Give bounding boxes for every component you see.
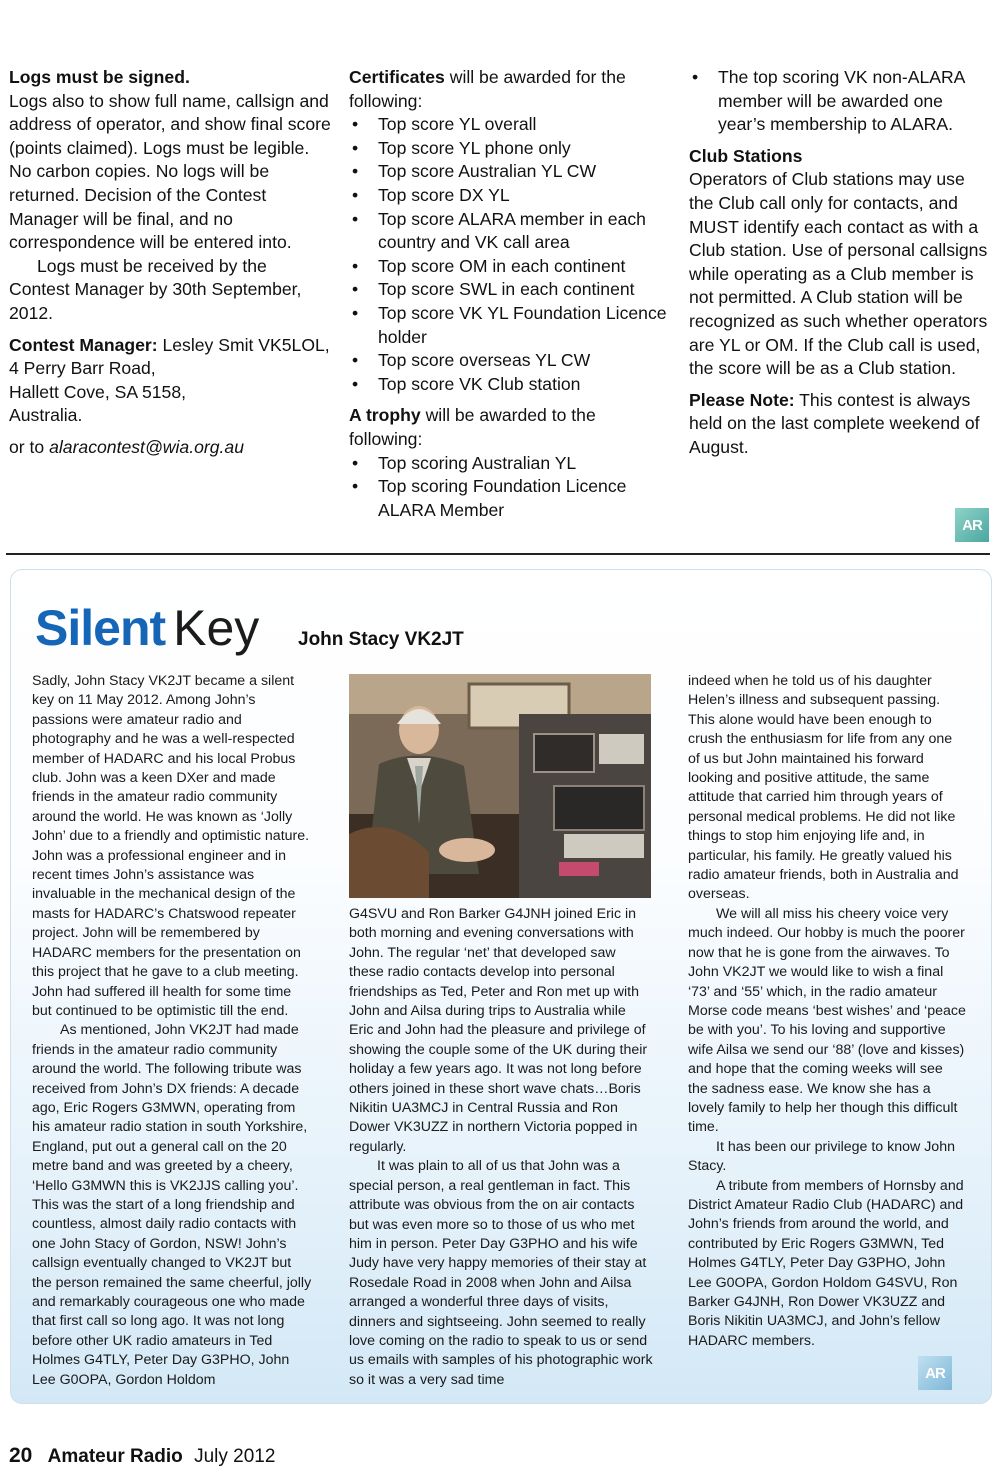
trophy-intro bbox=[349, 404, 669, 451]
email-line bbox=[9, 436, 331, 460]
paragraph: It was plain to all of us that John was a special person, a real gentleman in fact. This attribute was obvious from the on air contacts but was even more so to those of us who met him in person. Peter Day G3PHO and his wife Judy have very happy memories of their stay at Rosedale Road in 2008 when John and Ailsa arranged a wonderful three days of visits, dinners and sightseeing. John seemed to really love coming on the radio to speak to us or send us emails with samples of his photographic work so it was a very sad time bbox=[349, 1158, 653, 1388]
list-item: • Top score OM in each continent bbox=[349, 255, 669, 279]
list-item: • Top score SWL in each continent bbox=[349, 278, 669, 302]
paragraph: A tribute from members of Hornsby and District Amateur Radio Club (HADARC) and John’s friends from around the world, and contributed by Eric Rogers G3MWN, Ted Holmes G4TLY, Peter Day G3PHO, John Lee G0OPA, Gordon Holdom G4SVU, Ron Barker G4JNH, Ron Dower VK3UZZ and Boris Nikitin UA3MCJ, and John’s fellow HADARC members. bbox=[688, 1177, 964, 1349]
trophy-label: A trophy bbox=[349, 405, 421, 426]
ar-logo-icon: AR bbox=[918, 1356, 952, 1390]
list-item: • Top score DX YL bbox=[349, 184, 669, 208]
please-note bbox=[689, 389, 989, 460]
obituary-column-3 bbox=[688, 672, 966, 1351]
list-item: • Top score VK YL Foundation Licence holder bbox=[349, 302, 669, 349]
silent-key-title bbox=[35, 596, 259, 660]
list-item: • Top score YL phone only bbox=[349, 137, 669, 161]
manager-name: Lesley Smit VK5LOL, bbox=[157, 334, 330, 355]
logs-body: Logs also to show full name, callsign and address of operator, and show final score (points claimed). Logs must be legible. No carbon copies. No logs will be returned. Decision of the Contest Manager will be final, and no correspondence will be entered into. bbox=[9, 90, 331, 253]
rules-column-3 bbox=[689, 66, 989, 460]
certificates-intro bbox=[349, 66, 669, 113]
manager-label: Contest Manager: bbox=[9, 334, 158, 355]
club-body: Operators of Club stations may use the Club call only for contacts, and MUST identify each contact as with a Club station. Use of personal callsigns while operating as a Club member is not permitted. A Club station will be recognized as such whether operators are YL or OM. If the Club call is used, the score will be as a Club station. bbox=[689, 169, 988, 379]
obituary-column-2 bbox=[349, 905, 654, 1390]
title-light: Key bbox=[173, 600, 260, 656]
certificates-rest: will be awarded for the following: bbox=[349, 67, 626, 111]
paragraph: We will all miss his cheery voice very much indeed. Our hobby is much the poorer now that he is gone from the airwaves. To John VK2JT we would like to wish a final ‘73’ and ‘55’ which, in the radio amateur Morse code means ‘best wishes’ and ‘peace be with you’. To his loving and supportive wife Ailsa we send our ‘88’ (love and kisses) and hope that the coming weeks will see the sadness ease. We know she has a lovely family to help her though this difficult time. bbox=[688, 905, 966, 1136]
extra-award-list bbox=[689, 66, 989, 137]
email-prefix: or to bbox=[9, 436, 50, 457]
obituary-column-1 bbox=[32, 672, 314, 1390]
list-item: • Top score VK Club station bbox=[349, 373, 669, 397]
logs-heading: Logs must be signed. bbox=[9, 67, 190, 87]
address-line-3: Australia. bbox=[9, 405, 83, 426]
portrait-photo-drawing bbox=[349, 674, 651, 898]
list-item: • The top scoring VK non-ALARA member will be awarded one year’s membership to ALARA. bbox=[689, 66, 989, 137]
certificates-label: Certificates bbox=[349, 67, 445, 87]
paragraph: indeed when he told us of his daughter Helen’s illness and subsequent passing. This alone would have been enough to crush the enthusiasm for life from any one of us but John maintained his forward looking and positive attitude, the same attitude that carried him through years of personal medical problems. He did not like things to stop him enjoying life and, in particular, his family. He greatly valued his radio amateur friends, both in Australia and overseas. bbox=[688, 673, 959, 903]
email-link[interactable]: alaracontest@wia.org.au bbox=[49, 436, 244, 457]
address-line-1: 4 Perry Barr Road, bbox=[9, 358, 156, 379]
list-item: • Top score overseas YL CW bbox=[349, 349, 669, 373]
address-line-2: Hallett Cove, SA 5158, bbox=[9, 381, 187, 402]
section-divider bbox=[6, 553, 990, 555]
paragraph: Sadly, John Stacy VK2JT became a silent key on 11 May 2012. Among John’s passions were amateur radio and photography and he was a well-respected member of HADARC and his local Probus club. John was a keen DXer and made friends in the amateur radio community around the world. He was known as ‘Jolly John’ due to a friendly and optimistic nature. John was a professional engineer and in recent times John’s assistance was invaluable in the mechanical design of the masts for HADARC’s Chatswood repeater project. John will be remembered by HADARC members for the presentation on this project that he gave to a club meeting. John had suffered ill health for some time but continued to be optimistic till the end. bbox=[32, 673, 310, 1019]
trophy-list bbox=[349, 452, 669, 523]
ar-logo-icon: AR bbox=[955, 508, 989, 542]
note-rest: This contest is always held on the last complete weekend of August. bbox=[689, 389, 980, 457]
magazine-name: Amateur Radio bbox=[47, 1446, 183, 1467]
rules-column-2 bbox=[349, 66, 669, 522]
certificates-list bbox=[349, 113, 669, 396]
silent-key-subtitle: John Stacy VK2JT bbox=[298, 629, 464, 650]
paragraph: G4SVU and Ron Barker G4JNH joined Eric in both morning and evening conversations with John. The regular ‘net’ that developed saw these radio contacts develop into personal friendships as Ted, Peter and Ron met up with John and Ailsa during trips to Australia while Eric and John had the pleasure and privilege of showing the couple some of the UK during their holiday a few years ago. It was not long before others joined in these short wave chats…Boris Nikitin UA3MCJ in Central Russia and Ron Dower VK3UZZ in northern Victoria popped in regularly. bbox=[349, 906, 648, 1155]
list-item: • Top score ALARA member in each country and VK call area bbox=[349, 208, 669, 255]
portrait-photo bbox=[349, 674, 651, 898]
list-item: • Top score YL overall bbox=[349, 113, 669, 137]
club-heading-text: Club Stations bbox=[689, 145, 803, 166]
page-footer bbox=[9, 1443, 275, 1469]
note-label: Please Note: bbox=[689, 389, 795, 410]
trophy-rest: will be awarded to the following: bbox=[349, 405, 596, 449]
contest-rules-section bbox=[9, 66, 989, 544]
list-item: • Top scoring Australian YL bbox=[349, 452, 669, 476]
contest-manager bbox=[9, 334, 331, 358]
list-item: • Top score Australian YL CW bbox=[349, 160, 669, 184]
page-number: 20 bbox=[9, 1444, 33, 1467]
paragraph: It has been our privilege to know John Stacy. bbox=[688, 1138, 955, 1175]
logs-received: Logs must be received by the Contest Manager by 30th September, 2012. bbox=[9, 255, 302, 323]
club-heading bbox=[689, 145, 989, 169]
rules-column-1 bbox=[9, 66, 331, 460]
issue-date: July 2012 bbox=[194, 1446, 276, 1467]
list-item: • Top scoring Foundation Licence ALARA Member bbox=[349, 475, 669, 522]
title-bold: Silent bbox=[35, 600, 166, 656]
paragraph: As mentioned, John VK2JT had made friends in the amateur radio community around the world. The following tribute was received from John’s DX friends: A decade ago, Eric Rogers G3MWN, operating from his amateur radio station in south Yorkshire, England, put out a general call on the 20 metre band and was greeted by a cheery, ‘Hello G3MWN this is VK2JJS calling you’. This was the start of a long friendship and countless, almost daily radio contacts with one John Stacy of Gordon, NSW! John’s callsign eventually changed to VK2JT but the person remained the same cheerful, jolly and remarkably courageous one who made that first call so long ago. It was not long before other UK radio amateurs in Ted Holmes G4TLY, Peter Day G3PHO, John Lee G0OPA, Gordon Holdom bbox=[32, 1022, 312, 1388]
